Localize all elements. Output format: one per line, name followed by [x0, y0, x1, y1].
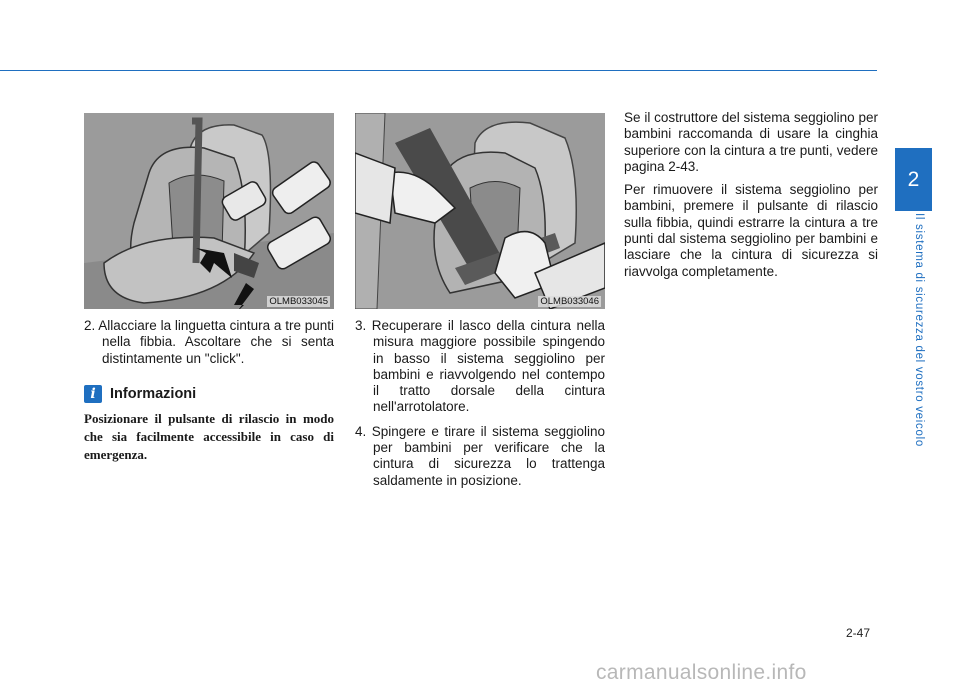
column-2: [355, 318, 605, 497]
figure-code: OLMB033045: [269, 296, 328, 307]
figure-code: OLMB033046: [540, 296, 599, 307]
step-3: 3. Recuperare il lasco della cintura nella misura maggiore possibile spingendo in basso il sistema seggiolino per bambini e riavvolgendo nel contempo il tratto dorsale della cintura nell'arrotolatore.: [355, 318, 605, 415]
column-3: [624, 110, 878, 287]
chapter-title: Il sistema di sicurezza del vostro veicolo: [913, 213, 925, 447]
info-header: [84, 384, 196, 404]
header-rule: [0, 70, 877, 71]
step-4: 4. Spingere e tirare il sistema seggiolino per bambini per verificare che la cintura di sicurezza lo trattenga saldamente in posizione.: [355, 423, 605, 488]
info-icon: i: [84, 385, 102, 403]
chapter-tab: 2: [895, 148, 932, 211]
paragraph-tether: Se il costruttore del sistema seggiolino per bambini raccomanda di usare la cinghia superiore con la cintura a tre punti, vedere pagina 2-43.: [624, 110, 878, 174]
paragraph-removal: Per rimuovere il sistema seggiolino per bambini, premere il pulsante di rilascio sulla fibbia, quindi estrarre la cintura a tre punti dal sistema seggiolino per bambini e lasciare che la cintura di sicurezza si riavvolga completamente.: [624, 182, 878, 279]
child-seat-tighten-illustration: [355, 113, 605, 309]
watermark: carmanualsonline.info: [596, 661, 807, 684]
figure-belt-tighten: [355, 113, 605, 309]
child-seat-buckle-illustration: [84, 113, 334, 309]
figure-buckle-fasten: [84, 113, 334, 309]
page-number: 2-47: [846, 626, 871, 640]
step-2: 2. Allacciare la linguetta cintura a tre punti nella fibbia. Ascoltare che si senta distintamente un "click".: [84, 318, 334, 366]
info-title: Informazioni: [110, 386, 197, 402]
column-1: [84, 318, 334, 375]
info-body: Posizionare il pulsante di rilascio in modo che sia facilmente accessibile in caso di emergenza.: [84, 411, 334, 462]
